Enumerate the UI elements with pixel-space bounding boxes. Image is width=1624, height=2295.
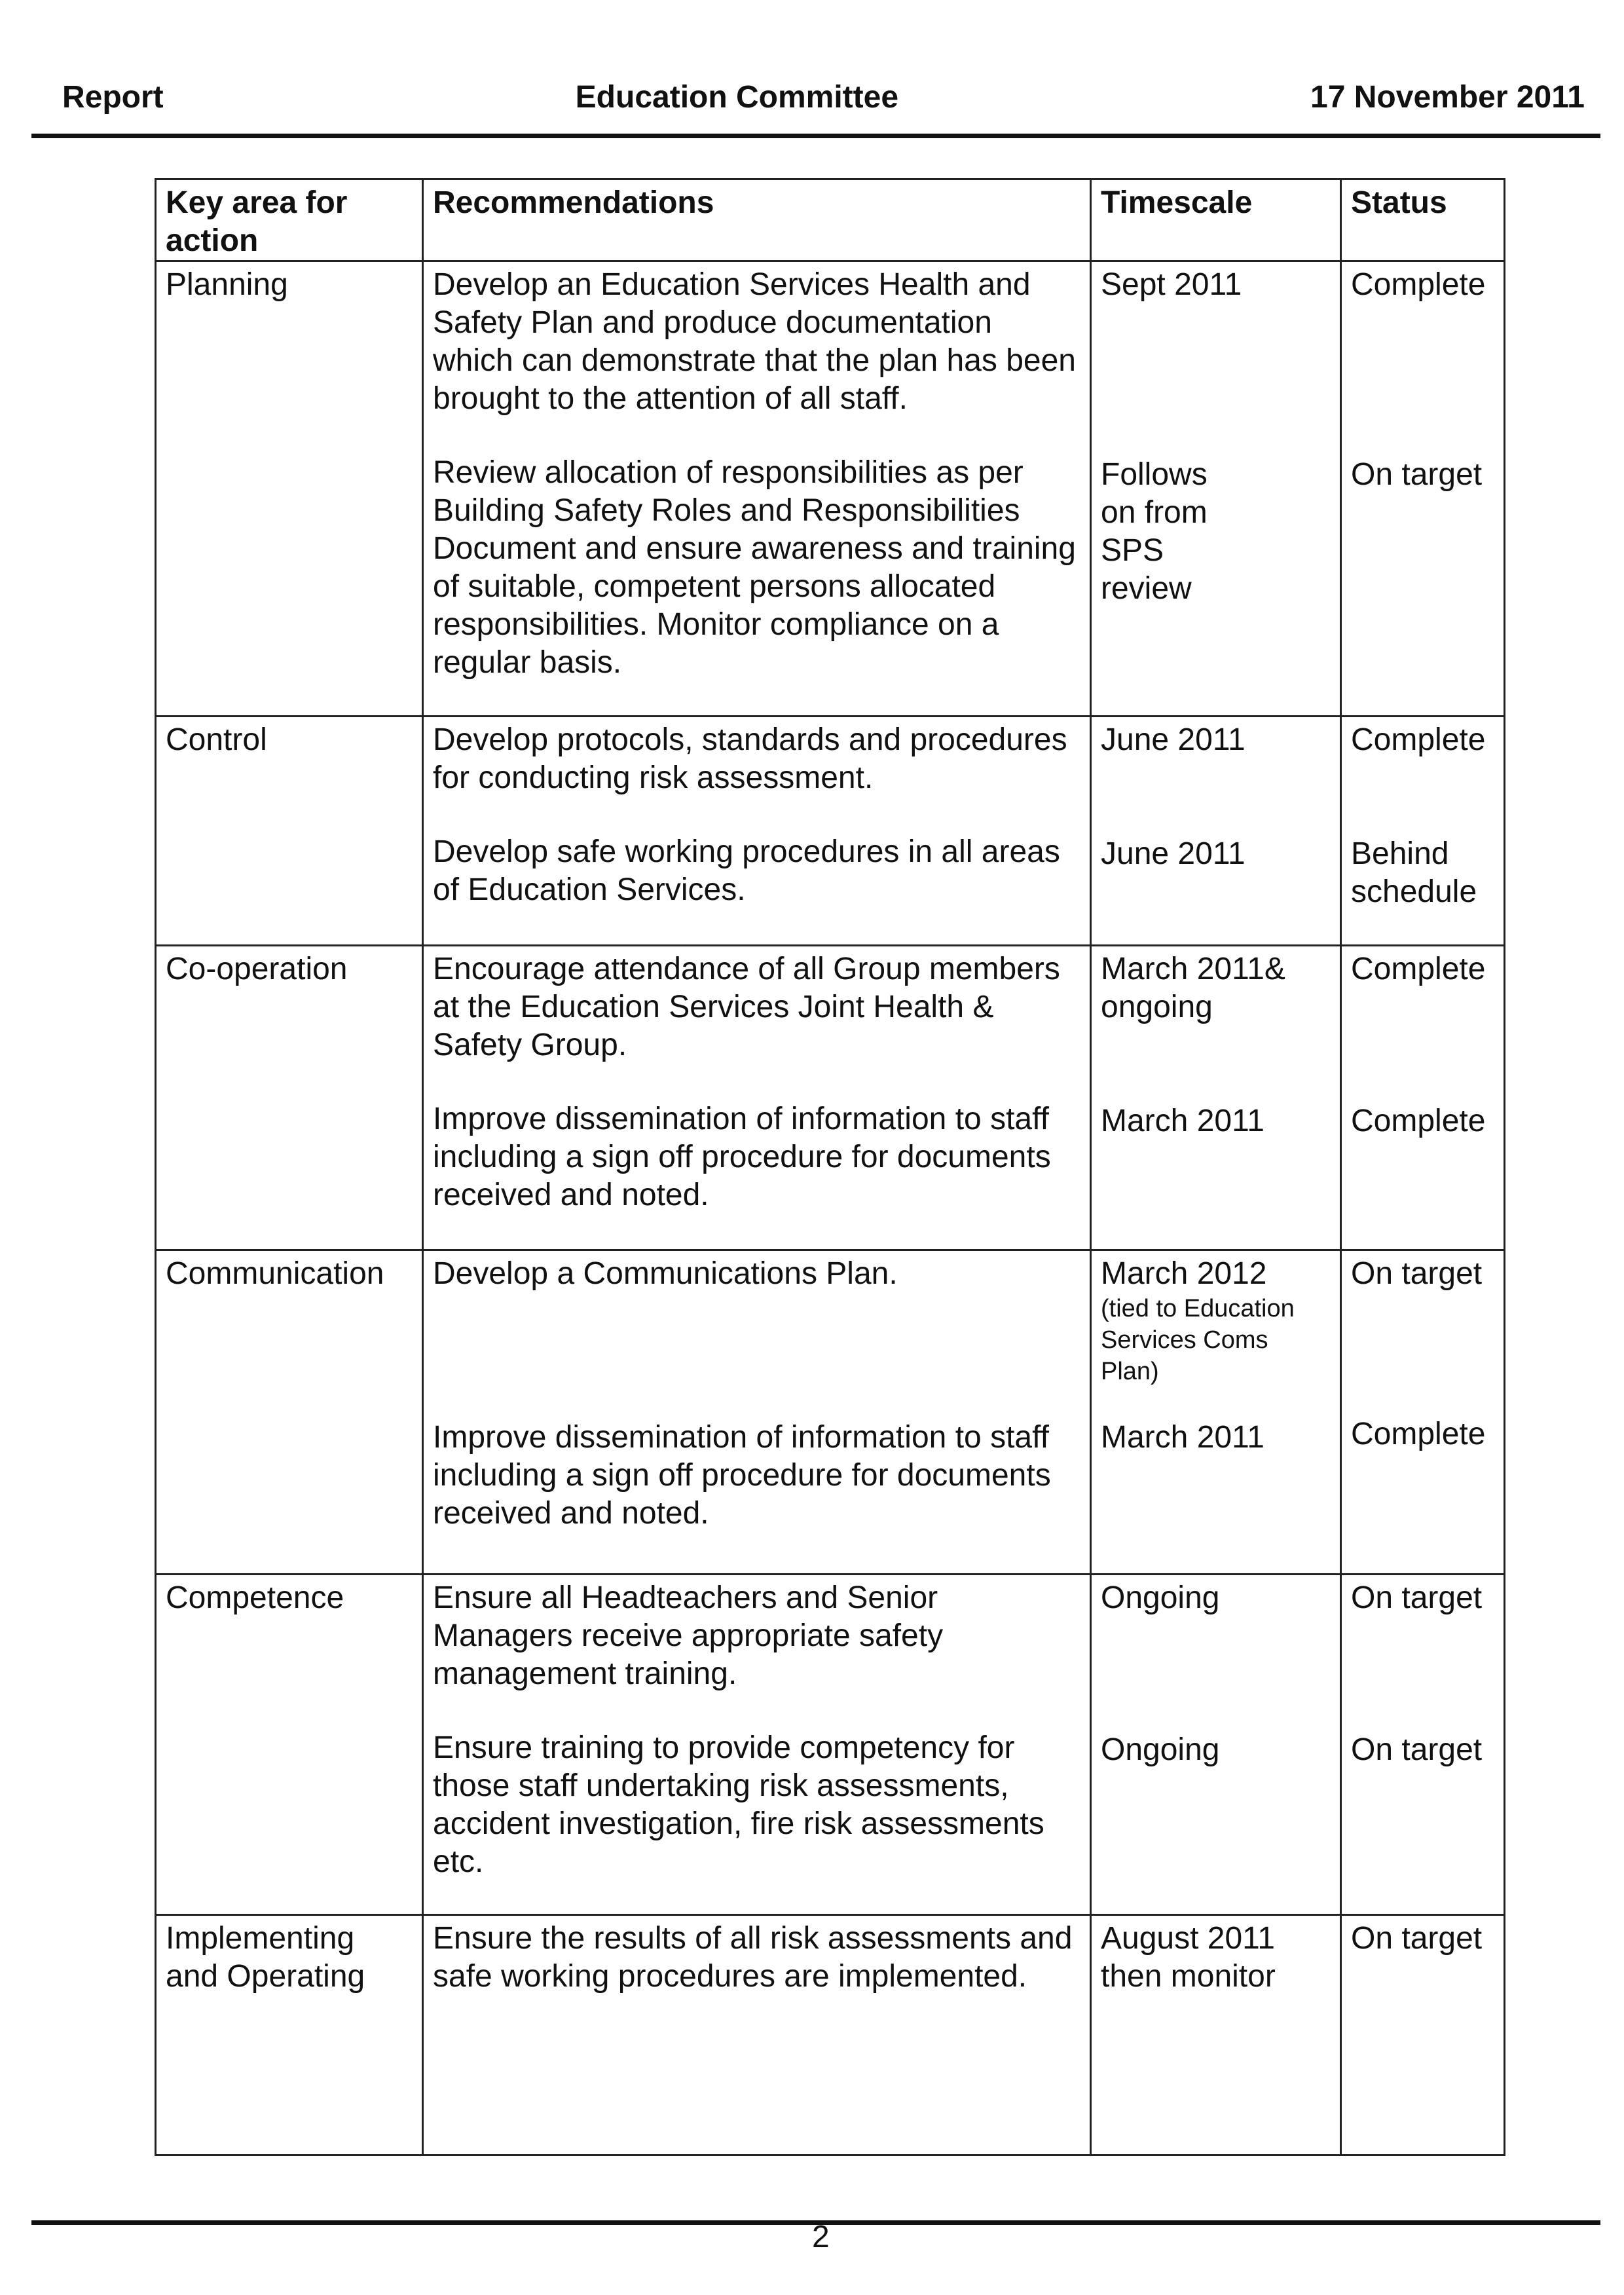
- status-cell: [1341, 717, 1505, 946]
- recommendations-cell: [423, 1915, 1091, 2155]
- page-header: [62, 77, 1585, 117]
- recommendations-cell: [423, 946, 1091, 1250]
- header-report-label: Report: [62, 79, 164, 115]
- recommendation-text: Develop safe working procedures in all areas of Education Services.: [433, 834, 1060, 907]
- recommendation-text: Encourage attendance of all Group members at the Education Services Joint Health & Safety Group.: [433, 952, 1060, 1062]
- table-row: [156, 261, 1505, 717]
- key-area-cooperation: Co-operation: [166, 952, 348, 986]
- key-area-planning: Planning: [166, 267, 288, 302]
- column-header-key-area: Key area for action: [156, 179, 423, 261]
- key-area-cell: [156, 261, 423, 717]
- header-committee-title: Education Committee: [575, 79, 899, 115]
- column-header-timescale: Timescale: [1091, 179, 1341, 261]
- status-text: On target: [1351, 1732, 1483, 1767]
- recommendation-text: Ensure training to provide competency for those staff undertaking risk assessments, accident investigation, fire risk assessments etc.: [433, 1730, 1044, 1879]
- key-area-cell: [156, 1575, 423, 1915]
- recommendation-text: Develop a Communications Plan.: [433, 1256, 898, 1291]
- status-cell: [1341, 1250, 1505, 1575]
- status-cell: [1341, 1575, 1505, 1915]
- recommendation-text: Ensure all Headteachers and Senior Managers receive appropriate safety management training.: [433, 1580, 944, 1691]
- status-text: Complete: [1351, 1417, 1486, 1451]
- status-text: On target: [1351, 457, 1483, 492]
- recommendations-cell: [423, 261, 1091, 717]
- timescale-text: Ongoing: [1101, 1580, 1220, 1615]
- status-text: Complete: [1351, 267, 1486, 302]
- recommendations-cell: [423, 1250, 1091, 1575]
- timescale-text: August 2011 then monitor: [1101, 1921, 1276, 1994]
- timescale-text: Ongoing: [1101, 1732, 1220, 1767]
- recommendation-text: Review allocation of responsibilities as per Building Safety Roles and Responsibilities Document and ensure awareness and training of suitable, competent persons allocated responsibilities. Monitor compliance on a regular basis.: [433, 455, 1076, 680]
- status-cell: [1341, 946, 1505, 1250]
- table-row: [156, 717, 1505, 946]
- timescale-text: March 2011& ongoing: [1101, 952, 1285, 1024]
- timescale-text: March 2011: [1101, 1104, 1264, 1138]
- table-row: [156, 1575, 1505, 1915]
- status-cell: [1341, 1915, 1505, 2155]
- recommendations-cell: [423, 1575, 1091, 1915]
- timescale-cell: [1091, 1250, 1341, 1575]
- recommendation-text: Develop protocols, standards and procedures for conducting risk assessment.: [433, 722, 1067, 795]
- timescale-note: (tied to Education Services Coms Plan): [1101, 1295, 1295, 1385]
- recommendation-text: Improve dissemination of information to staff including a sign off procedure for documents received and noted.: [433, 1102, 1051, 1212]
- key-area-cell: [156, 717, 423, 946]
- timescale-cell: [1091, 946, 1341, 1250]
- recommendation-text: Improve dissemination of information to staff including a sign off procedure for documents received and noted.: [433, 1420, 1051, 1531]
- status-text: On target: [1351, 1921, 1483, 1956]
- status-text: Behind schedule: [1351, 836, 1477, 909]
- key-area-control: Control: [166, 722, 267, 757]
- table-row: [156, 946, 1505, 1250]
- table-row: [156, 1250, 1505, 1575]
- timescale-text: Sept 2011: [1101, 267, 1242, 302]
- timescale-text: March 2011: [1101, 1420, 1264, 1455]
- timescale-text: June 2011: [1101, 722, 1246, 757]
- status-text: Complete: [1351, 1104, 1486, 1138]
- header-rule: [31, 134, 1600, 138]
- column-header-recommendations: Recommendations: [423, 179, 1091, 261]
- header-date: 17 November 2011: [1310, 79, 1585, 115]
- timescale-text: Follows on from SPS review: [1101, 457, 1208, 606]
- timescale-text: March 2012: [1101, 1256, 1267, 1291]
- key-area-communication: Communication: [166, 1256, 384, 1291]
- action-table: [155, 178, 1505, 2156]
- page-number: 2: [812, 2220, 830, 2254]
- timescale-cell: [1091, 1575, 1341, 1915]
- timescale-cell: [1091, 717, 1341, 946]
- key-area-cell: [156, 946, 423, 1250]
- table-row: [156, 1915, 1505, 2155]
- table-header-row: [156, 179, 1505, 261]
- recommendation-text: Develop an Education Services Health and Safety Plan and produce documentation which can demonstrate that the plan has been brought to the attention of all staff.: [433, 267, 1076, 416]
- column-header-status: Status: [1341, 179, 1505, 261]
- status-text: Complete: [1351, 952, 1486, 986]
- timescale-cell: [1091, 261, 1341, 717]
- key-area-competence: Competence: [166, 1580, 344, 1615]
- key-area-cell: [156, 1915, 423, 2155]
- recommendation-text: Ensure the results of all risk assessments and safe working procedures are implemented.: [433, 1921, 1073, 1994]
- recommendations-cell: [423, 717, 1091, 946]
- timescale-text: June 2011: [1101, 836, 1246, 871]
- key-area-cell: [156, 1250, 423, 1575]
- status-text: Complete: [1351, 722, 1486, 757]
- status-cell: [1341, 261, 1505, 717]
- timescale-cell: [1091, 1915, 1341, 2155]
- status-text: On target: [1351, 1256, 1483, 1291]
- status-text: On target: [1351, 1580, 1483, 1615]
- key-area-implementing: Implementing and Operating: [166, 1921, 365, 1994]
